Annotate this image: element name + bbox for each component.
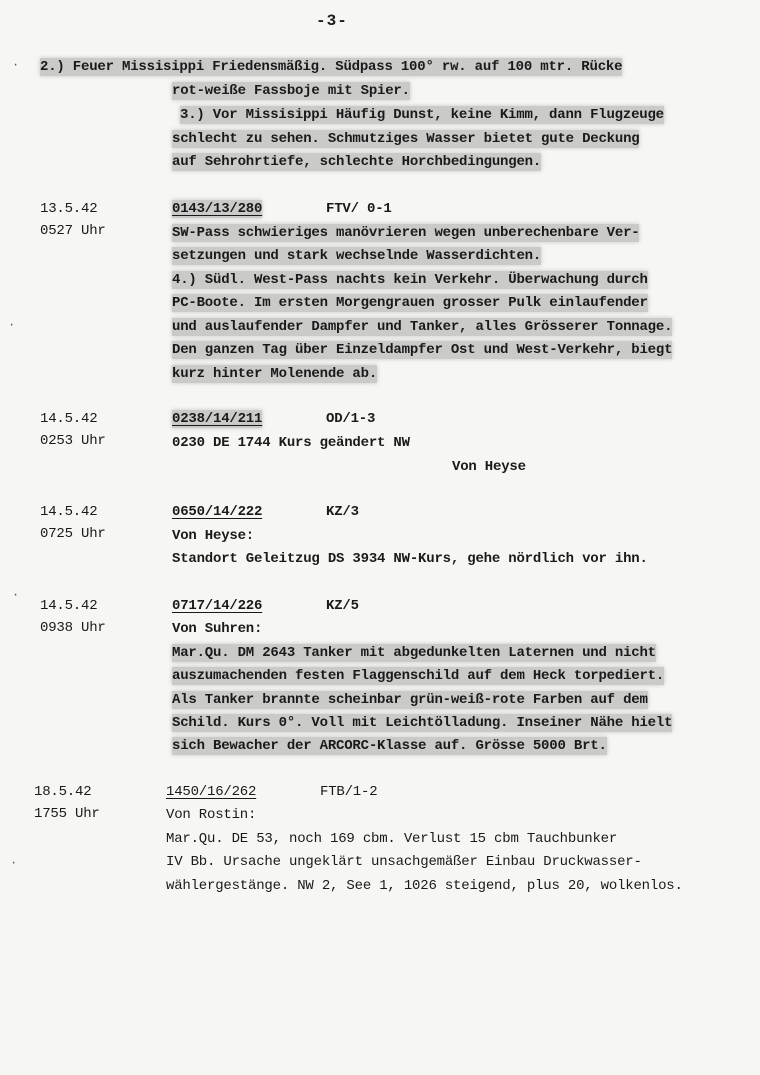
entry-code: OD/1-3 [326, 411, 376, 427]
text-line: Mar.Qu. DE 53, noch 169 cbm. Verlust 15 cbm Tauchbunker [166, 831, 618, 847]
text-line: Den ganzen Tag über Einzeldampfer Ost und West-Verkehr, biegt [172, 342, 673, 358]
text-line: wählergestänge. NW 2, See 1, 1026 steigend, plus 20, wolkenlos. [166, 878, 683, 894]
entry-date: 14.5.42 [40, 411, 98, 427]
margin-mark: · [12, 58, 20, 72]
entry-code: KZ/3 [326, 504, 359, 520]
text-line: setzungen und stark wechselnde Wasserdichten. [172, 248, 542, 264]
entry-reference: 0717/14/226 [172, 598, 263, 614]
text-line: rot-weiße Fassboje mit Spier. [172, 83, 410, 99]
entry-time: 0725 Uhr [40, 526, 106, 542]
text-line: IV Bb. Ursache ungeklärt unsachgemäßer Einbau Druckwasser- [166, 854, 642, 870]
entry-time: 0253 Uhr [40, 433, 106, 449]
entry-code: FTB/1-2 [320, 784, 378, 800]
entry-code: KZ/5 [326, 598, 359, 614]
entry-date: 14.5.42 [40, 504, 98, 520]
text-line: 4.) Südl. West-Pass nachts kein Verkehr. Überwachung durch [172, 272, 648, 288]
page-number: -3- [316, 12, 348, 30]
entry-time: 1755 Uhr [34, 806, 100, 822]
text-line: 2.) Feuer Missisippi Friedensmäßig. Südpass 100° rw. auf 100 mtr. Rücke [40, 59, 623, 75]
text-line: auszumachenden festen Flaggenschild auf dem Heck torpediert. [172, 668, 665, 684]
entry-code: FTV/ 0-1 [326, 201, 392, 217]
text-line: Standort Geleitzug DS 3934 NW-Kurs, gehe nördlich vor ihn. [172, 551, 648, 567]
signature: Von Heyse [452, 459, 526, 475]
margin-mark: · [10, 856, 18, 870]
margin-mark: · [8, 318, 16, 332]
text-line: SW-Pass schwieriges manövrieren wegen unberechenbare Ver- [172, 225, 640, 241]
entry-reference: 0650/14/222 [172, 504, 263, 520]
text-line: Schild. Kurs 0°. Voll mit Leichtölladung. Inseiner Nähe hielt [172, 715, 673, 731]
text-line: kurz hinter Molenende ab. [172, 366, 378, 382]
text-line: und auslaufender Dampfer und Tanker, alles Grösserer Tonnage. [172, 319, 673, 335]
text-line: Als Tanker brannte scheinbar grün-weiß-rote Farben auf dem [172, 692, 648, 708]
entry-date: 18.5.42 [34, 784, 92, 800]
entry-time: 0527 Uhr [40, 223, 106, 239]
entry-reference: 0238/14/211 [172, 411, 263, 427]
entry-reference: 0143/13/280 [172, 201, 263, 217]
entry-time: 0938 Uhr [40, 620, 106, 636]
text-line: Mar.Qu. DM 2643 Tanker mit abgedunkelten Laternen und nicht [172, 645, 656, 661]
entry-date: 14.5.42 [40, 598, 98, 614]
text-line: Von Heyse: [172, 528, 255, 544]
margin-mark: · [12, 588, 20, 602]
text-line: schlecht zu sehen. Schmutziges Wasser bietet gute Deckung [172, 131, 640, 147]
text-line: sich Bewacher der ARCORC-Klasse auf. Grösse 5000 Brt. [172, 738, 607, 754]
text-line: 0230 DE 1744 Kurs geändert NW [172, 435, 410, 451]
text-line: Von Rostin: [166, 807, 257, 823]
entry-reference: 1450/16/262 [166, 784, 257, 800]
text-line: auf Sehrohrtiefe, schlechte Horchbedingungen. [172, 154, 542, 170]
text-line: PC-Boote. Im ersten Morgengrauen grosser Pulk einlaufender [172, 295, 648, 311]
text-line: Von Suhren: [172, 621, 263, 637]
text-line: 3.) Vor Missisippi Häufig Dunst, keine Kimm, dann Flugzeuge [180, 107, 664, 123]
entry-date: 13.5.42 [40, 201, 98, 217]
